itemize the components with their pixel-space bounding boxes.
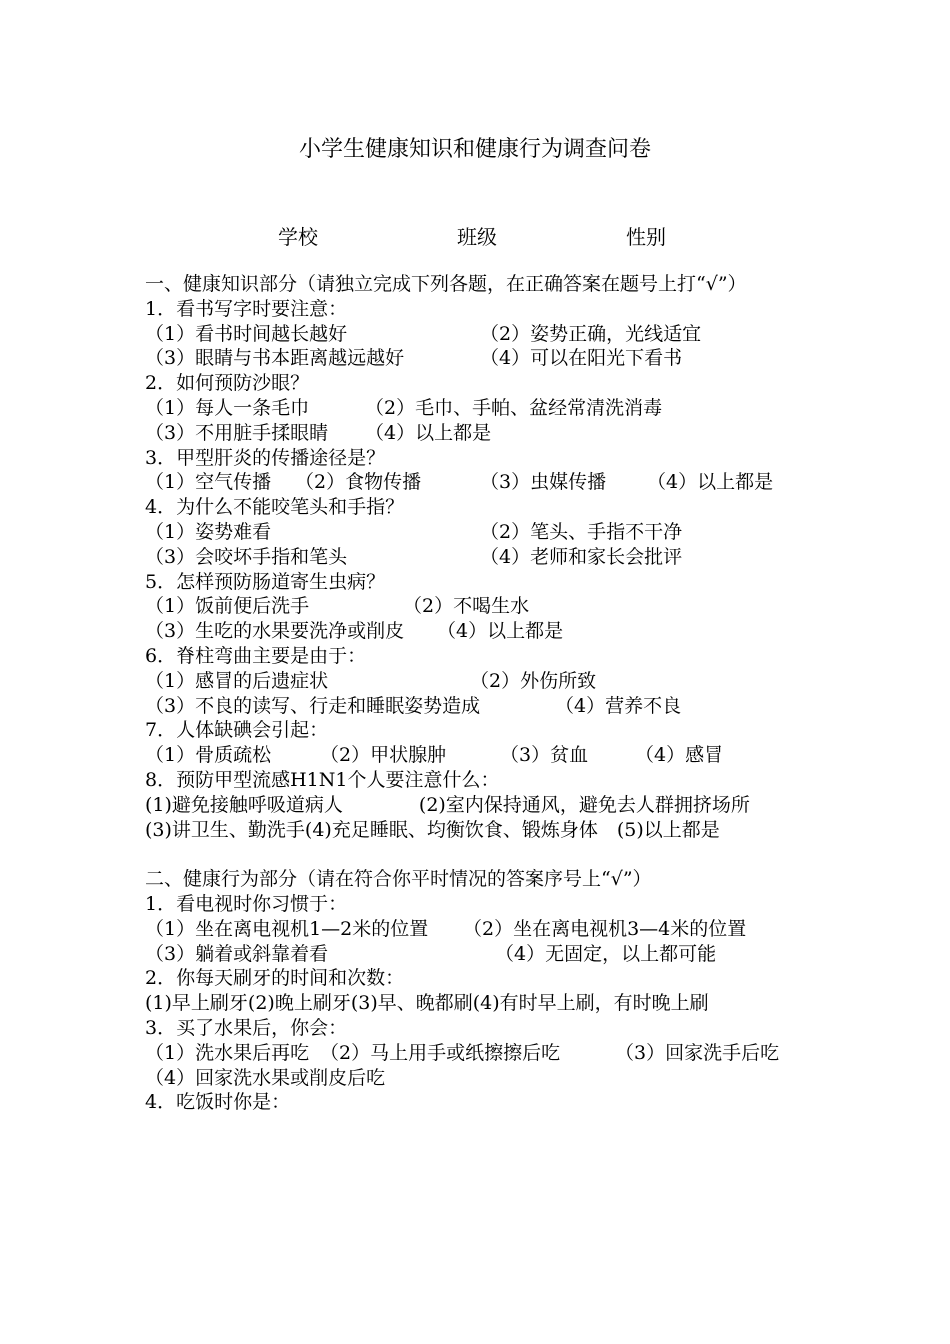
option: （4）可以在阳光下看书 [480, 347, 683, 370]
option-row [145, 545, 810, 570]
question-text: 4．为什么不能咬笔头和手指？ [145, 496, 405, 519]
question-text: 4．吃饭时你是： [145, 1091, 291, 1114]
option-row [145, 619, 810, 644]
option-row [145, 322, 810, 347]
option: （1）空气传播 [145, 471, 272, 494]
option-row [145, 594, 810, 619]
option: （1）饭前便后洗手 [145, 595, 310, 618]
option: （3）回家洗手后吃 [615, 1041, 780, 1064]
option: （3）虫媒传播 [480, 471, 607, 494]
option-row [145, 346, 810, 371]
question-text: 5．怎样预防肠道寄生虫病？ [145, 570, 386, 593]
option: （4）以上都是 [647, 471, 774, 494]
option: （1）每人一条毛巾 [145, 396, 310, 419]
option: （2）姿势正确，光线适宜 [480, 322, 702, 345]
option: （3）生吃的水果要洗净或削皮 [145, 620, 405, 643]
option: （3）眼睛与书本距离越远越好 [145, 347, 405, 370]
option: （3）躺着或斜靠着看 [145, 942, 329, 965]
question-text: 8．预防甲型流感H1N1个人要注意什么： [145, 768, 500, 791]
option: （2）毛巾、手帕、盆经常清洗消毒 [365, 396, 663, 419]
option: （1）坐在离电视机1—2米的位置 [145, 917, 429, 940]
option: （2）外伤所致 [470, 669, 597, 692]
option: （1）骨质疏松 [145, 744, 272, 767]
option-row [145, 520, 810, 545]
option: （4）以上都是 [437, 620, 564, 643]
option: （1）感冒的后遗症状 [145, 669, 329, 692]
option-paragraph: (1)避免接触呼吸道病人 (2)室内保持通风，避免去人群拥挤场所 [145, 793, 750, 816]
question-text: 2．你每天刷牙的时间和次数： [145, 967, 405, 990]
option: （3）不用脏手揉眼睛 [145, 421, 329, 444]
option-row [145, 470, 810, 495]
class-label: 班级 [457, 225, 497, 249]
option: （1）洗水果后再吃 [145, 1041, 310, 1064]
option-row [145, 669, 810, 694]
option-paragraph: (1)早上刷牙(2)晚上刷牙(3)早、晚都刷(4)有时早上刷，有时晚上刷 [145, 992, 709, 1015]
question-text: 7．人体缺碘会引起： [145, 719, 329, 742]
part2-heading: 二、健康行为部分（请在符合你平时情况的答案序号上“√”） [145, 868, 652, 891]
question-text: 6．脊柱弯曲主要是由于： [145, 644, 367, 667]
questionnaire-body [145, 272, 810, 1115]
option-row [145, 743, 810, 768]
school-label: 学校 [278, 225, 318, 249]
option: （4）老师和家长会批评 [480, 545, 683, 568]
option: （4）营养不良 [555, 694, 682, 717]
option: （2）笔头、手指不干净 [480, 520, 683, 543]
question-text: 3．买了水果后，你会： [145, 1016, 348, 1039]
option-row [145, 917, 810, 942]
option: （2）不喝生水 [403, 595, 530, 618]
option: （3）不良的读写、行走和睡眠姿势造成 [145, 694, 481, 717]
option: （2）马上用手或纸擦擦后吃 [320, 1041, 561, 1064]
question-text: 3．甲型肝炎的传播途径是？ [145, 446, 386, 469]
option: （4）感冒 [635, 744, 724, 767]
option-row [145, 1066, 810, 1091]
question-text: 2．如何预防沙眼？ [145, 372, 310, 395]
student-info-row [0, 222, 950, 252]
option: （1）看书时间越长越好 [145, 322, 348, 345]
option-row [145, 421, 810, 446]
question-text: 1．看书写字时要注意： [145, 297, 348, 320]
gender-label: 性别 [626, 225, 666, 249]
option: （2）甲状腺肿 [320, 744, 447, 767]
option: （4）无固定，以上都可能 [495, 942, 717, 965]
option: （4）以上都是 [365, 421, 492, 444]
option: （3）会咬坏手指和笔头 [145, 545, 348, 568]
option-row [145, 396, 810, 421]
option: （2）食物传播 [295, 471, 422, 494]
question-text: 1．看电视时你习惯于： [145, 892, 348, 915]
page-title: 小学生健康知识和健康行为调查问卷 [298, 137, 651, 162]
option-paragraph: (3)讲卫生、勤洗手(4)充足睡眠、均衡饮食、锻炼身体 (5)以上都是 [145, 818, 720, 841]
option: （3）贫血 [500, 744, 589, 767]
option-row [145, 942, 810, 967]
option: （2）坐在离电视机3—4米的位置 [463, 917, 747, 940]
option: （1）姿势难看 [145, 520, 272, 543]
option: （4）回家洗水果或削皮后吃 [145, 1066, 386, 1089]
option-row [145, 694, 810, 719]
option-row [145, 1041, 810, 1066]
part1-heading: 一、健康知识部分（请独立完成下列各题，在正确答案在题号上打“√”） [145, 273, 747, 295]
